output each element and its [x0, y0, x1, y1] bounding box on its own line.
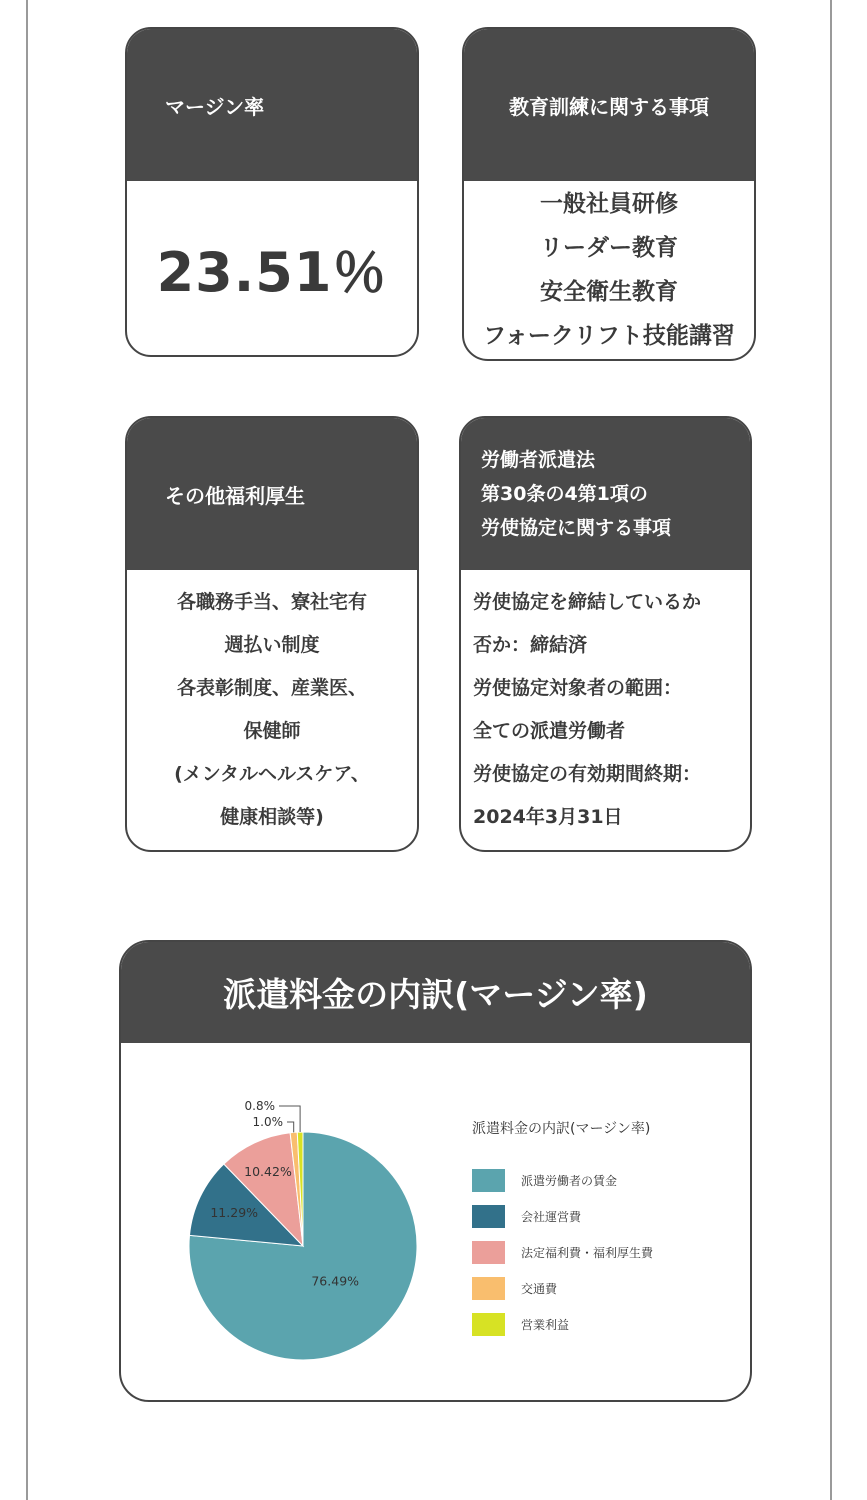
left-border-line	[26, 0, 28, 1500]
labor-agreement-line: 否か：締結済	[473, 634, 588, 656]
welfare-card	[125, 416, 419, 852]
labor-agreement-line: 全ての派遣労働者	[473, 720, 626, 742]
slice-label: 1.0%	[252, 1115, 283, 1129]
legend-label: 交通費	[521, 1282, 558, 1296]
training-item: 一般社員研修	[540, 191, 678, 217]
legend-label: 法定福利費・福利厚生費	[521, 1246, 654, 1260]
legend-label: 派遣労働者の賃金	[521, 1174, 618, 1188]
training-item: リーダー教育	[540, 235, 678, 261]
labor-agreement-line: 2024年3月31日	[473, 806, 623, 828]
welfare-line: 各表彰制度、産業医、	[176, 677, 367, 699]
labor-agreement-line: 労使協定を締結しているか	[473, 591, 702, 613]
labor-agreement-title	[461, 418, 750, 570]
legend-label: 会社運営費	[521, 1210, 582, 1224]
legend-title: 派遣料金の内訳(マージン率)	[472, 1121, 651, 1137]
legend-label: 営業利益	[521, 1318, 570, 1332]
training-title: 教育訓練に関する事項	[464, 29, 754, 181]
welfare-title: その他福利厚生	[127, 418, 417, 570]
legend-swatch	[472, 1241, 505, 1264]
slice-label: 11.29%	[210, 1204, 259, 1220]
labor-agreement-line: 労使協定対象者の範囲：	[473, 677, 683, 699]
margin-rate-title: マージン率	[127, 29, 417, 181]
welfare-line: (メンタルヘルスケア、	[174, 763, 370, 785]
welfare-line: 各職務手当、寮社宅有	[176, 591, 367, 613]
right-border-line	[830, 0, 832, 1500]
labor-agreement-card	[459, 416, 752, 852]
pie-chart	[121, 942, 752, 1402]
labor-agreement-line: 労使協定の有効期間終期：	[473, 763, 702, 785]
training-card	[462, 27, 756, 361]
welfare-line: 週払い制度	[224, 634, 320, 656]
labor-agreement-title-line: 労働者派遣法	[481, 449, 596, 471]
margin-rate-value: 23.51％	[156, 240, 388, 304]
legend-swatch	[472, 1169, 505, 1192]
fee-breakdown-card	[119, 940, 752, 1402]
training-item: フォークリフト技能講習	[483, 323, 735, 349]
labor-agreement-title-line: 第30条の4第1項の	[481, 483, 648, 505]
legend-swatch	[472, 1277, 505, 1300]
legend-swatch	[472, 1313, 505, 1336]
legend-swatch	[472, 1205, 505, 1228]
leader-line	[287, 1122, 294, 1132]
slice-label: 0.8%	[244, 1099, 275, 1113]
slice-label: 10.42%	[244, 1163, 292, 1179]
training-item: 安全衛生教育	[540, 279, 678, 305]
labor-agreement-title-line: 労使協定に関する事項	[481, 517, 672, 539]
welfare-line: 保健師	[243, 720, 301, 742]
welfare-line: 健康相談等)	[220, 806, 324, 828]
fee-breakdown-heading: 派遣料金の内訳(マージン率)	[121, 942, 750, 1043]
margin-rate-card	[125, 27, 419, 357]
slice-label: 76.49%	[311, 1273, 360, 1289]
